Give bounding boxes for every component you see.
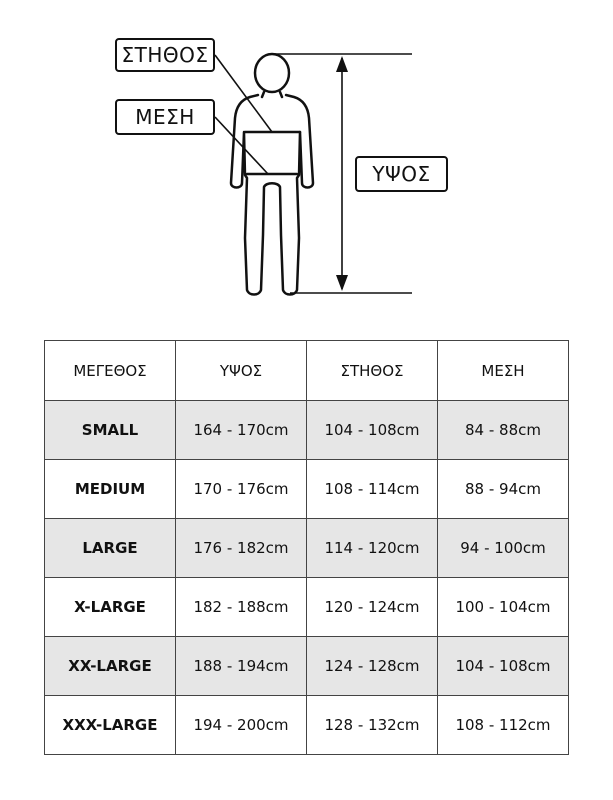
waist-label: ΜΕΣΗ <box>115 99 215 135</box>
height-cell: 182 - 188cm <box>176 578 307 637</box>
size-cell: XXX-LARGE <box>45 696 176 755</box>
table-row <box>45 401 569 460</box>
table-row <box>45 460 569 519</box>
table-row <box>45 696 569 755</box>
size-cell: X-LARGE <box>45 578 176 637</box>
height-cell: 188 - 194cm <box>176 637 307 696</box>
table-row <box>45 637 569 696</box>
size-diagram <box>0 0 613 320</box>
chest-cell: 124 - 128cm <box>307 637 438 696</box>
height-cell: 170 - 176cm <box>176 460 307 519</box>
waist-cell: 84 - 88cm <box>438 401 569 460</box>
chest-cell: 104 - 108cm <box>307 401 438 460</box>
size-cell: MEDIUM <box>45 460 176 519</box>
chest-cell: 128 - 132cm <box>307 696 438 755</box>
waist-cell: 108 - 112cm <box>438 696 569 755</box>
size-cell: LARGE <box>45 519 176 578</box>
column-header-waist: ΜΕΣΗ <box>438 341 569 401</box>
height-cell: 164 - 170cm <box>176 401 307 460</box>
waist-cell: 88 - 94cm <box>438 460 569 519</box>
size-chart-table <box>44 340 569 755</box>
chest-cell: 120 - 124cm <box>307 578 438 637</box>
waist-cell: 104 - 108cm <box>438 637 569 696</box>
human-figure-icon <box>0 0 613 320</box>
height-label: ΥΨΟΣ <box>355 156 448 192</box>
table-row <box>45 578 569 637</box>
waist-cell: 94 - 100cm <box>438 519 569 578</box>
height-cell: 194 - 200cm <box>176 696 307 755</box>
waist-cell: 100 - 104cm <box>438 578 569 637</box>
size-cell: XX-LARGE <box>45 637 176 696</box>
height-cell: 176 - 182cm <box>176 519 307 578</box>
chest-cell: 114 - 120cm <box>307 519 438 578</box>
chest-cell: 108 - 114cm <box>307 460 438 519</box>
column-header-height: ΥΨΟΣ <box>176 341 307 401</box>
table-row <box>45 519 569 578</box>
chest-label: ΣΤΗΘΟΣ <box>115 38 215 72</box>
table-header-row <box>45 341 569 401</box>
column-header-chest: ΣΤΗΘΟΣ <box>307 341 438 401</box>
column-header-size: ΜΕΓΕΘΟΣ <box>45 341 176 401</box>
size-cell: SMALL <box>45 401 176 460</box>
